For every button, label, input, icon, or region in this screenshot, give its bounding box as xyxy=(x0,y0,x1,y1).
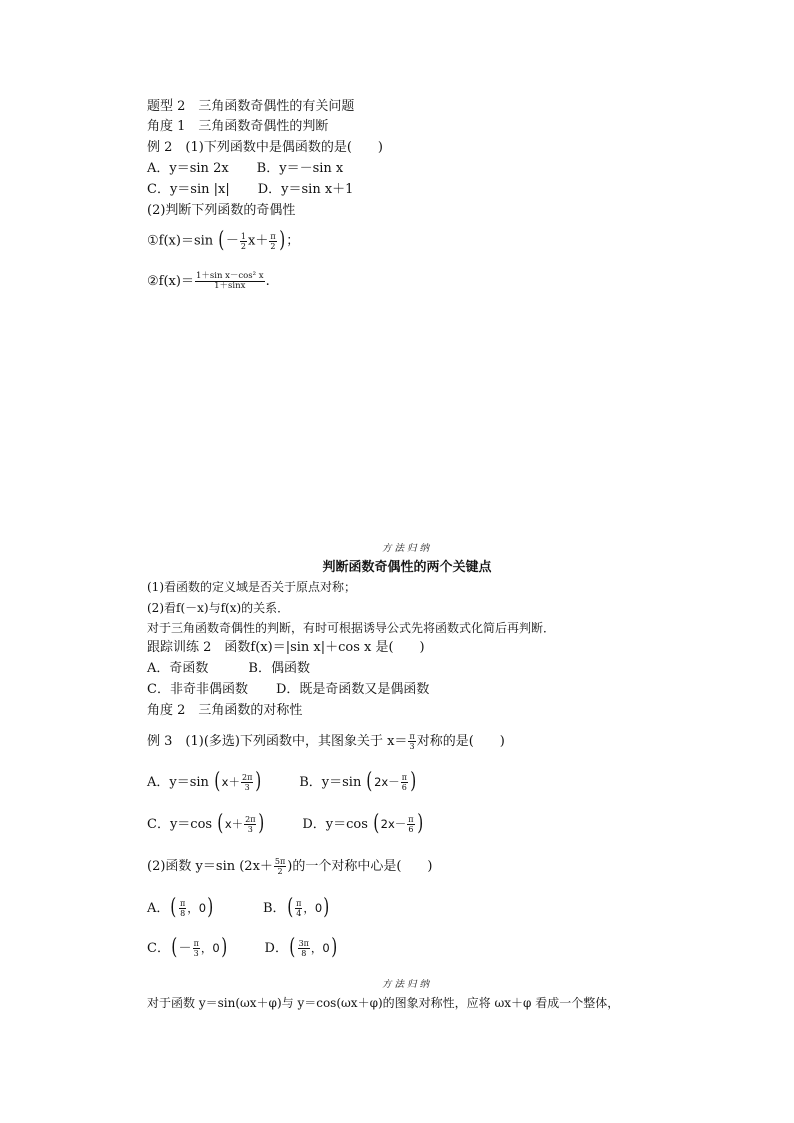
example-3-options-row2 xyxy=(147,813,424,835)
practice-2-question: 跟踪训练 2 函数f(x)＝|sin x|＋cos x 是( ) xyxy=(147,640,425,655)
ex2-option-a: A．y＝sin 2x xyxy=(147,161,229,176)
example-3-question: 例 3 (1)(多选)下列函数中，其图象关于 x＝ $\frac{\pi}{3}$ 对称的是( ) xyxy=(147,732,505,751)
example-2-options-row2 xyxy=(147,181,353,199)
method-2-text: 对于函数 y＝sin(ωx＋φ)与 y＝cos(ωx＋φ)的图象对称性，应将 ωx＋φ 看成一个整体， xyxy=(147,996,620,1010)
fraction: $\frac{\pi}{3}$ xyxy=(409,732,415,751)
example-3-part2-options-row2 xyxy=(147,937,338,959)
ex3-p2-option-b: B．( $\frac{\pi}{4}$ ，0) xyxy=(262,895,330,920)
method-1-point-2: (2)看f(－x)与f(x)的关系． xyxy=(147,601,290,615)
practice-2-options-row2 xyxy=(147,681,429,699)
angle-2-title: 角度 2 三角函数的对称性 xyxy=(147,703,303,718)
example-2-formula-2: ②f(x)＝ $\frac{\text{1＋sin x－cos² x}}{1+\sin x}$ . xyxy=(147,271,270,291)
example-3-options-row1 xyxy=(147,771,418,793)
method-label-1: 方法归纳 xyxy=(381,543,432,554)
practice-2-option-c: C．非奇非偶函数 xyxy=(147,682,248,697)
ex2-option-d: D．y＝sin x＋1 xyxy=(257,182,354,197)
example-3-part2-options-row1 xyxy=(147,897,331,919)
example-2-part-2: (2)判断下列函数的奇偶性 xyxy=(147,203,296,218)
fraction: $\frac{\pi}{2}$ xyxy=(270,231,276,251)
method-label-2: 方法归纳 xyxy=(381,979,432,990)
ex2-option-b: B．y＝－sin x xyxy=(256,161,344,176)
example-2-question: 例 2 (1)下列函数中是偶函数的是( ) xyxy=(147,140,383,155)
method-1-point-1: (1)看函数的定义域是否关于原点对称； xyxy=(147,580,356,594)
method-title-1: 判断函数奇偶性的两个关键点 xyxy=(322,560,492,575)
practice-2-option-a: A．奇函数 xyxy=(147,661,209,676)
practice-2-options-row1 xyxy=(147,660,310,678)
practice-2-option-b: B．偶函数 xyxy=(248,661,310,676)
ex3-option-b: B．y＝sin (2x－ $\frac{\pi}{6}$ ) xyxy=(299,769,417,794)
fraction: $\frac{5\pi}{2}$ xyxy=(274,857,286,876)
ex3-p2-option-c: C．(－ $\frac{\pi}{3}$ ，0) xyxy=(147,935,227,960)
fraction: $\frac{\text{1＋sin x－cos² x}}{1+\sin x}$ xyxy=(195,271,264,291)
ex3-option-a: A．y＝sin (x＋ $\frac{2\pi}{3}$ ) xyxy=(147,769,262,794)
fraction: $\frac{1}{2}$ xyxy=(240,231,246,251)
ex3-option-c: C．y＝cos (x＋ $\frac{2\pi}{3}$ ) xyxy=(147,811,265,836)
practice-2-option-d: D．既是奇函数又是偶函数 xyxy=(275,682,430,697)
example-3-part-2: (2)函数 y＝sin (2x＋ $\frac{5\pi}{2}$ )的一个对称中心是( ) xyxy=(147,857,433,876)
example-2-formula-1: ①f(x)＝sin (－ $\frac{1}{2}$ x＋ $\frac{\pi}{2}$ )； xyxy=(147,228,300,253)
ex3-p2-option-d: D．( $\frac{3\pi}{8}$ ，0) xyxy=(264,935,338,960)
ex2-option-c: C．y＝sin |x| xyxy=(147,182,230,197)
ex3-p2-option-a: A．( $\frac{\pi}{8}$ ，0) xyxy=(147,895,214,920)
section-title: 题型 2 三角函数奇偶性的有关问题 xyxy=(147,99,355,114)
example-2-options-row1 xyxy=(147,160,343,178)
ex3-option-d: D．y＝cos (2x－ $\frac{\pi}{6}$ ) xyxy=(302,811,423,836)
angle-1-title: 角度 1 三角函数奇偶性的判断 xyxy=(147,119,329,134)
method-1-note: 对于三角函数奇偶性的判断，有时可根据诱导公式先将函数式化简后再判断． xyxy=(147,621,556,635)
